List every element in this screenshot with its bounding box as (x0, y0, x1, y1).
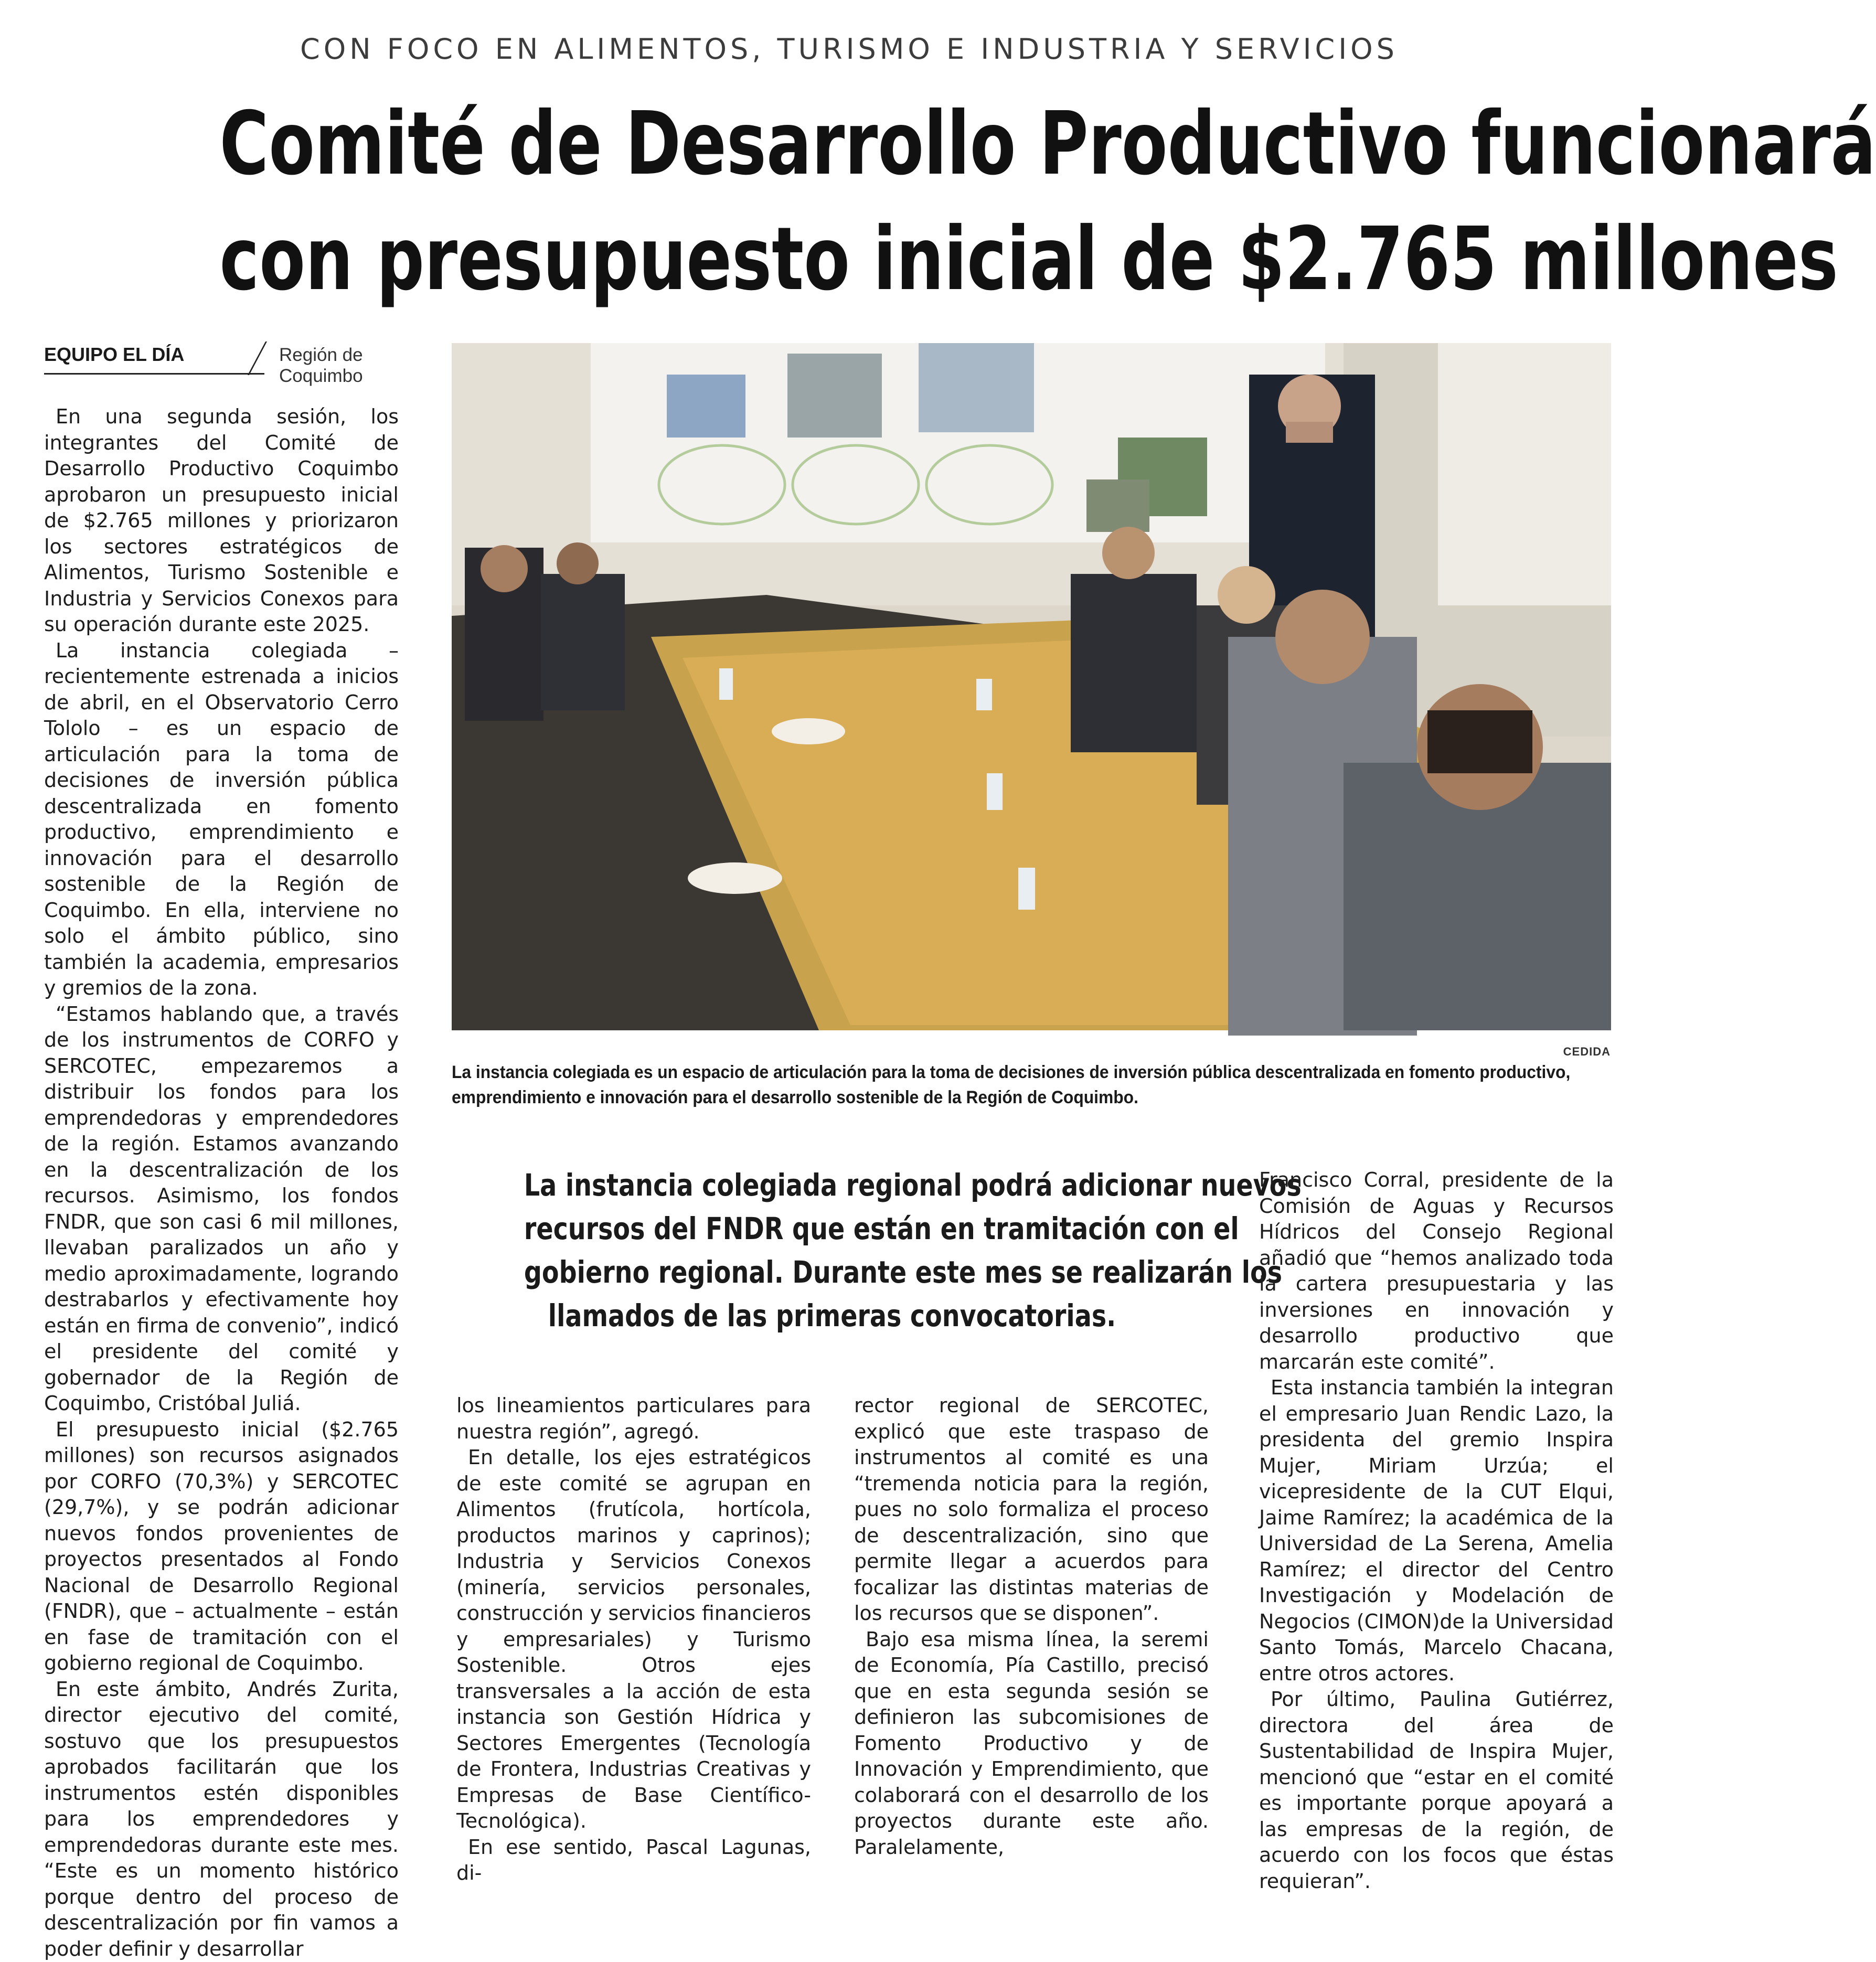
paragraph: El presupuesto inicial ($2.765 millones) son recursos asignados por CORFO (70,3%) y SERCOTEC (29,7%), y se podrán adicionar nuevos fondos provenientes de proyectos presentados al Fondo Nacional de Desarrollo Regional (FNDR), que – actualmente – están en fase de tramitación con el gobierno regional de Coquimbo. (44, 1417, 399, 1677)
pull-quote (456, 1164, 1208, 1338)
body-column-4 (1259, 1167, 1614, 1894)
meeting-room-illustration (452, 343, 1611, 1030)
paragraph: La instancia colegiada – recientemente estrenada a inicios de abril, en el Observatorio Cerro Tololo – es un espacio de articulación para la toma de decisiones de inversión pública descentralizada en fomento productivo, emprendimiento e innovación para el desarrollo sostenible de la Región de Coquimbo. En ella, interviene no solo el ámbito público, sino también la academia, empresarios y gremios de la zona. (44, 638, 399, 1001)
pull-quote-line: llamados de las primeras convocatorias. (524, 1294, 1140, 1338)
headline-line-2: con presupuesto inicial de $2.765 millones (219, 202, 1478, 317)
paragraph: Por último, Paulina Gutiérrez, directora del área de Sustentabilidad de Inspira Mujer, mencionó que “estar en el comité es importante porque apoyará a las empresas de la región, de acuerdo con los focos que éstas requieran”. (1259, 1687, 1614, 1894)
photo-credit: CEDIDA (1521, 1045, 1611, 1059)
byline-divider (248, 342, 267, 375)
pull-quote-line: La instancia colegiada regional podrá adicionar nuevos (524, 1164, 1140, 1207)
byline-region: Región de Coquimbo (279, 345, 401, 387)
paragraph: Bajo esa misma línea, la seremi de Economía, Pía Castillo, precisó que en esta segunda sesión se definieron las subcomisiones de Fomento Productivo y de Innovación y Emprendimiento, que colaborará con el desarrollo de los proyectos durante este año. Paralelamente, (854, 1627, 1209, 1861)
photo-caption (452, 1060, 1612, 1110)
caption-line-2: emprendimiento e innovación para el desarrollo sostenible de la Región de Coquimbo. (452, 1085, 1537, 1110)
caption-line-1: La instancia colegiada es un espacio de articulación para la toma de decisiones de inversión pública descentralizada en fomento productivo, (452, 1060, 1537, 1085)
pull-quote-line: gobierno regional. Durante este mes se realizarán los (524, 1251, 1140, 1294)
byline-underline (44, 373, 264, 375)
byline-author: EQUIPO EL DÍA (44, 344, 184, 366)
body-column-2 (456, 1393, 811, 1886)
body-column-1 (44, 404, 399, 1962)
paragraph: En este ámbito, Andrés Zurita, director ejecutivo del comité, sostuvo que los presupuestos aprobados facilitarán que los instrumentos estén disponibles para los emprendedores y emprendedoras durante este mes. “Este es un momento histórico porque dentro del proceso de descentralización por fin vamos a poder definir y desarrollar (44, 1677, 399, 1962)
paragraph: “Estamos hablando que, a través de los instrumentos de CORFO y SERCOTEC, empezaremos a distribuir los fondos para los emprendedoras y emprendedores de la región. Estamos avanzando en la descentralización de los recursos. Asimismo, los fondos FNDR, que son casi 6 mil millones, llevaban paralizados un año y medio aproximadamente, logrando destrabarlos y efectivamente hoy están en firma de convenio”, indicó el presidente del comité y gobernador de la Región de Coquimbo, Cristóbal Juliá. (44, 1001, 399, 1417)
kicker: CON FOCO EN ALIMENTOS, TURISMO E INDUSTRIA Y SERVICIOS (0, 33, 1698, 66)
body-column-3 (854, 1393, 1209, 1860)
paragraph: En una segunda sesión, los integrantes del Comité de Desarrollo Productivo Coquimbo aprobaron un presupuesto inicial de $2.765 millones y priorizaron los sectores estratégicos de Alimentos, Turismo Sostenible e Industria y Servicios Conexos para su operación durante este 2025. (44, 404, 399, 638)
byline (44, 344, 401, 376)
paragraph-continued: los lineamientos particulares para nuestra región”, agregó. (456, 1393, 811, 1445)
paragraph-continued: Francisco Corral, presidente de la Comisión de Aguas y Recursos Hídricos del Consejo Regional añadió que “hemos analizado toda la cartera presupuestaria y las inversiones en innovación y desarrollo productivo que marcarán este comité”. (1259, 1167, 1614, 1375)
article-photo (452, 343, 1611, 1030)
headline-line-1: Comité de Desarrollo Productivo funcionará (219, 87, 1478, 202)
headline (219, 87, 1478, 317)
paragraph: En ese sentido, Pascal Lagunas, di- (456, 1835, 811, 1886)
paragraph-continued: rector regional de SERCOTEC, explicó que este traspaso de instrumentos al comité es una “tremenda noticia para la región, pues no solo formaliza el proceso de descentralización, sino que permite llegar a acuerdos para focalizar las distintas materias de los recursos que se disponen”. (854, 1393, 1209, 1627)
pull-quote-line: recursos del FNDR que están en tramitación con el (524, 1207, 1140, 1251)
paragraph: En detalle, los ejes estratégicos de este comité se agrupan en Alimentos (frutícola, hortícola, productos marinos y caprinos); Industria y Servicios Conexos (minería, servicios personales, construcción y servicios financieros y empresariales) y Turismo Sostenible. Otros ejes transversales a la acción de esta instancia son Gestión Hídrica y Sectores Emergentes (Tecnología de Frontera, Industrias Creativas y Empresas de Base Científico-Tecnológica). (456, 1445, 811, 1835)
paragraph: Esta instancia también la integran el empresario Juan Rendic Lazo, la presidenta del gremio Inspira Mujer, Miriam Urzúa; el vicepresidente de la CUT Elqui, Jaime Ramírez; la académica de la Universidad de La Serena, Amelia Ramírez; el director del Centro Investigación y Modelación de Negocios (CIMON)de la Universidad Santo Tomás, Marcelo Chacana, entre otros actores. (1259, 1375, 1614, 1687)
